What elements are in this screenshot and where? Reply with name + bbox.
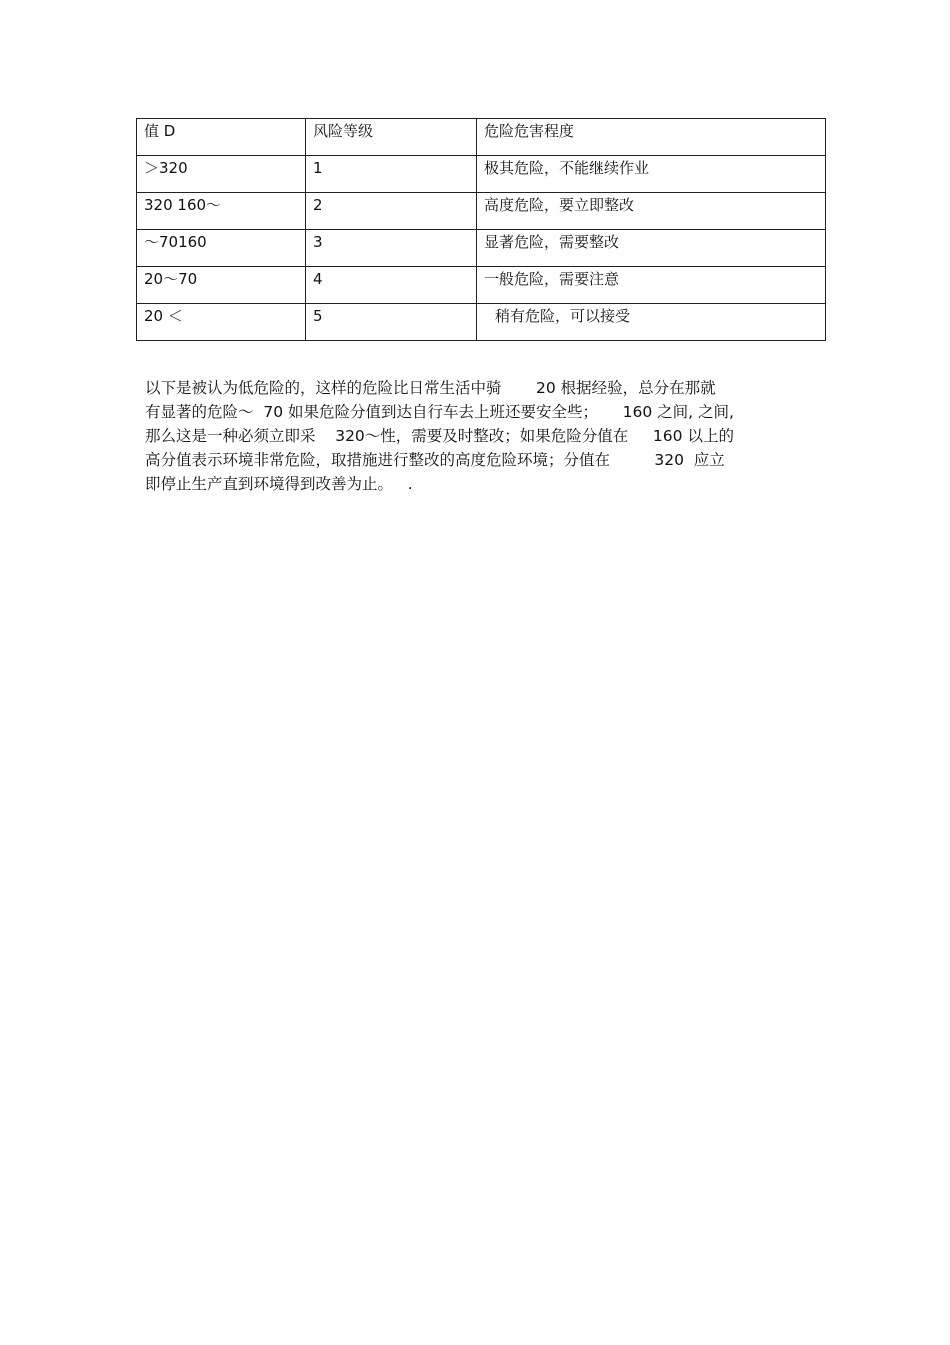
table-row <box>137 230 826 267</box>
body-paragraph <box>145 376 810 496</box>
cell-hazard: 高度危险，要立即整改 <box>477 193 826 230</box>
cell-level: 5 <box>306 304 477 341</box>
cell-value: 20～70 <box>137 267 306 304</box>
cell-level: 2 <box>306 193 477 230</box>
header-cell-hazard-degree: 危险危害程度 <box>477 119 826 156</box>
risk-level-table <box>136 118 826 341</box>
paragraph-line: 高分值表示环境非常危险，取措施进行整改的高度危险环境；分值在 320 应立 <box>145 451 725 469</box>
paragraph-line: 那么这是一种必须立即采 320～性，需要及时整改；如果危险分值在 160 以上的 <box>145 427 734 445</box>
paragraph-line: 即停止生产直到环境得到改善为止。 . <box>145 475 413 493</box>
cell-hazard: 稍有危险，可以接受 <box>477 304 826 341</box>
cell-value: 20 ＜ <box>137 304 306 341</box>
cell-hazard: 一般危险，需要注意 <box>477 267 826 304</box>
cell-level: 4 <box>306 267 477 304</box>
table-row <box>137 267 826 304</box>
table-row <box>137 193 826 230</box>
table-row <box>137 304 826 341</box>
table-header-row <box>137 119 826 156</box>
paragraph-line: 有显著的危险～ 70 如果危险分值到达自行车去上班还要安全些； 160 之间, 之间, <box>145 403 734 421</box>
header-cell-value-d: 值 D <box>137 119 306 156</box>
cell-value: ＞320 <box>137 156 306 193</box>
table-row <box>137 156 826 193</box>
cell-level: 3 <box>306 230 477 267</box>
cell-hazard: 显著危险，需要整改 <box>477 230 826 267</box>
header-cell-risk-level: 风险等级 <box>306 119 477 156</box>
paragraph-line: 以下是被认为低危险的，这样的危险比日常生活中骑 20 根据经验，总分在那就 <box>145 379 716 397</box>
cell-value: 320 160～ <box>137 193 306 230</box>
cell-hazard: 极其危险，不能继续作业 <box>477 156 826 193</box>
cell-level: 1 <box>306 156 477 193</box>
cell-value: ～70160 <box>137 230 306 267</box>
